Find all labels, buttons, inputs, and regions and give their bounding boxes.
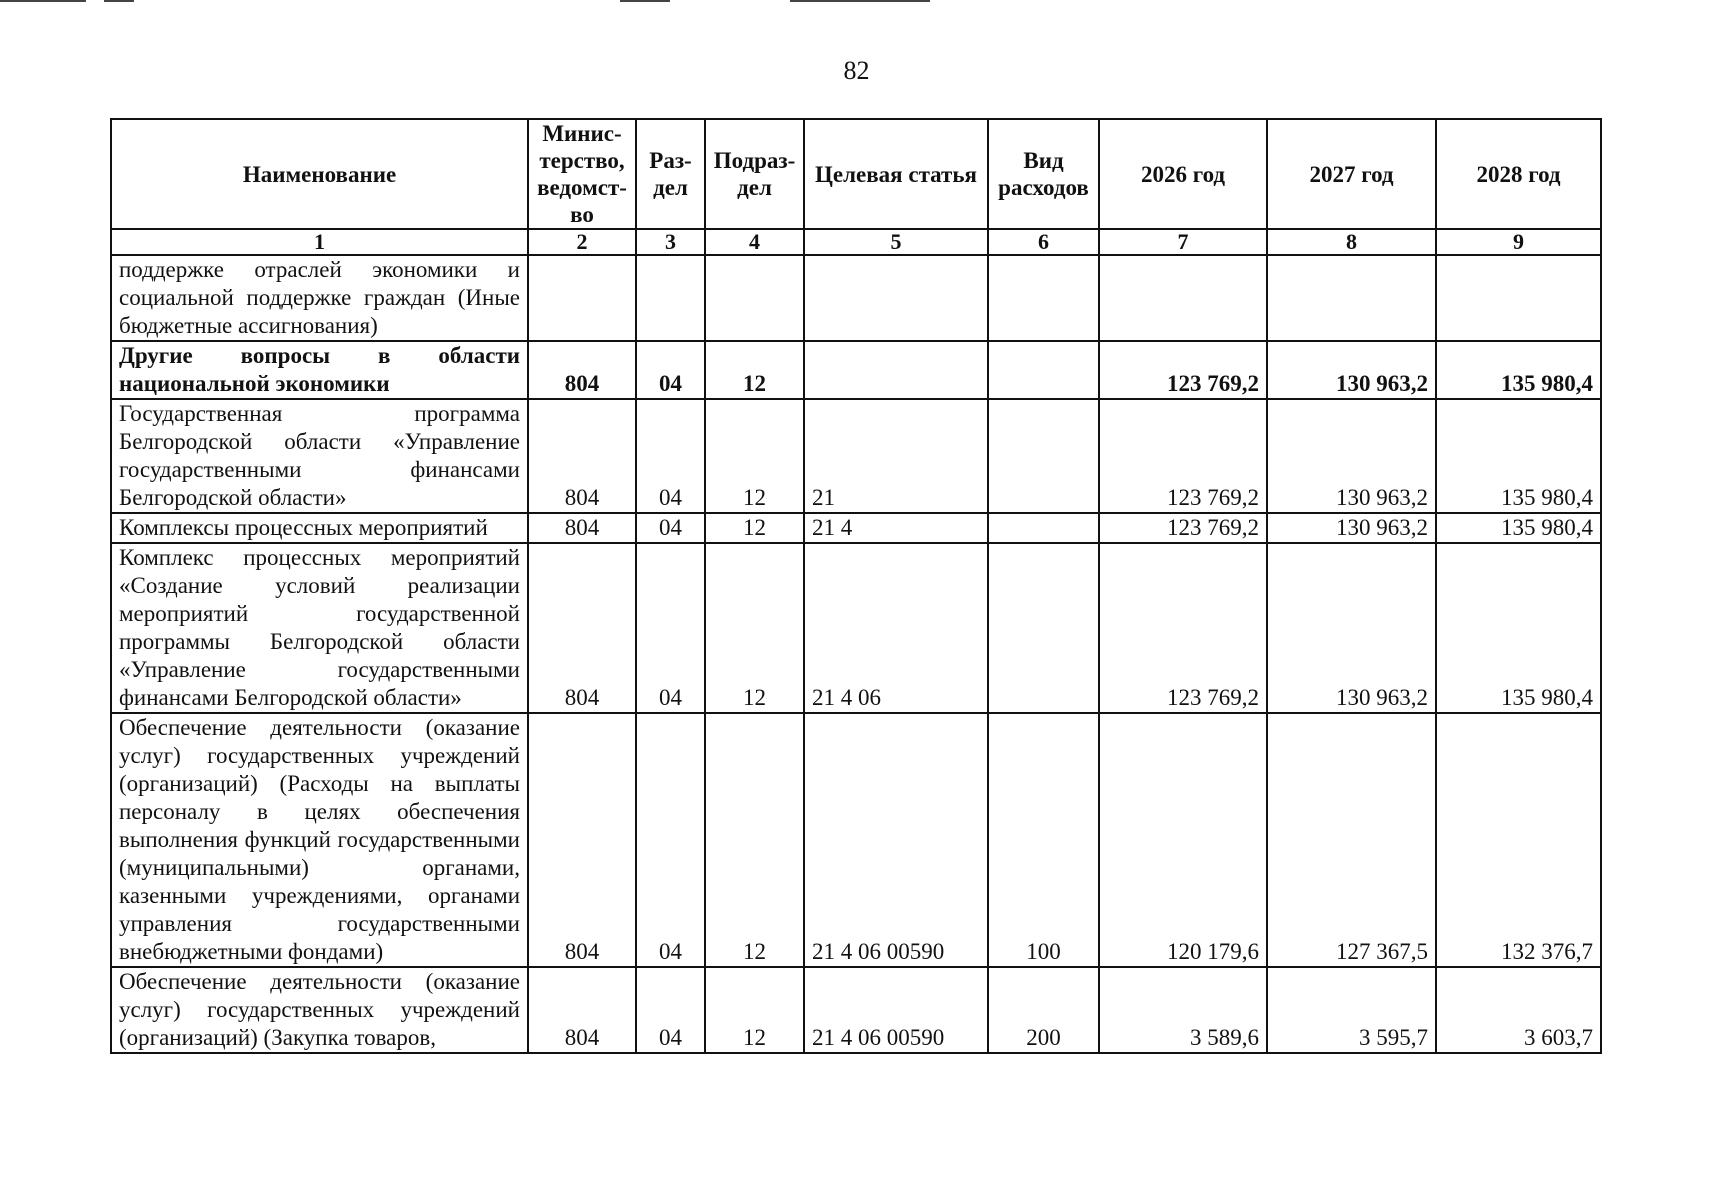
header-expense-type: Вид расходов (988, 119, 1099, 229)
row-2028: 135 980,4 (1436, 399, 1601, 513)
scan-edge-line (104, 0, 134, 2)
header-ministry: Минис-терство, ведомст-во (528, 119, 636, 229)
row-subsection: 12 (705, 713, 804, 967)
scan-edge-line (620, 0, 670, 2)
page-number: 82 (843, 56, 870, 85)
column-number: 6 (988, 229, 1099, 255)
row-subsection: 12 (705, 341, 804, 399)
row-name: Другие вопросы в области национальной экономики (111, 341, 528, 399)
column-number: 7 (1099, 229, 1267, 255)
row-2027: 130 963,2 (1267, 513, 1436, 543)
row-expense-type (988, 341, 1099, 399)
column-number: 4 (705, 229, 804, 255)
row-ministry (528, 255, 636, 341)
row-2028 (1436, 255, 1601, 341)
row-name: Комплекс процессных мероприятий «Создание условий реализации мероприятий государственной программы Белгородской области «Управление государственными финансами Белгородской области» (111, 543, 528, 713)
row-2028: 135 980,4 (1436, 543, 1601, 713)
row-2028: 132 376,7 (1436, 713, 1601, 967)
row-section: 04 (636, 967, 705, 1053)
column-number-row (111, 229, 1601, 255)
header-subsection: Подраз-дел (705, 119, 804, 229)
row-2027 (1267, 255, 1436, 341)
row-subsection (705, 255, 804, 341)
row-name: Обеспечение деятельности (оказание услуг) государственных учреждений (организаций) (Расходы на выплаты персоналу в целях обеспечения выполнения функций государственными (муниципальными) органами, казенными учреждениями, органами управления государственными внебюджетными фондами) (111, 713, 528, 967)
row-target (804, 255, 988, 341)
row-section: 04 (636, 399, 705, 513)
row-expense-type (988, 399, 1099, 513)
row-name: Обеспечение деятельности (оказание услуг) государственных учреждений (организаций) (Закупка товаров, (111, 967, 528, 1053)
column-number: 2 (528, 229, 636, 255)
row-2028: 135 980,4 (1436, 341, 1601, 399)
row-expense-type (988, 513, 1099, 543)
row-section: 04 (636, 341, 705, 399)
row-2026: 123 769,2 (1099, 513, 1267, 543)
table-row (111, 543, 1601, 713)
header-row (111, 119, 1601, 229)
row-subsection: 12 (705, 399, 804, 513)
row-2028: 3 603,7 (1436, 967, 1601, 1053)
row-subsection: 12 (705, 513, 804, 543)
header-name: Наименование (111, 119, 528, 229)
row-name: поддержке отраслей экономики и социальной поддержке граждан (Иные бюджетные ассигнования) (111, 255, 528, 341)
row-target: 21 4 (804, 513, 988, 543)
header-2026: 2026 год (1099, 119, 1267, 229)
column-number: 5 (804, 229, 988, 255)
column-number: 3 (636, 229, 705, 255)
row-2027: 130 963,2 (1267, 543, 1436, 713)
row-2026: 3 589,6 (1099, 967, 1267, 1053)
row-2027: 130 963,2 (1267, 341, 1436, 399)
header-2027: 2027 год (1267, 119, 1436, 229)
budget-table (110, 118, 1602, 1054)
row-subsection: 12 (705, 967, 804, 1053)
column-number: 9 (1436, 229, 1601, 255)
row-section: 04 (636, 513, 705, 543)
row-section: 04 (636, 543, 705, 713)
row-target: 21 4 06 00590 (804, 967, 988, 1053)
row-ministry: 804 (528, 513, 636, 543)
column-number: 8 (1267, 229, 1436, 255)
scan-edge-line (0, 0, 86, 2)
row-ministry: 804 (528, 713, 636, 967)
column-number: 1 (111, 229, 528, 255)
row-name: Комплексы процессных мероприятий (111, 513, 528, 543)
row-section (636, 255, 705, 341)
table-row (111, 341, 1601, 399)
header-target: Целевая статья (804, 119, 988, 229)
header-section: Раз-дел (636, 119, 705, 229)
row-expense-type: 100 (988, 713, 1099, 967)
table-row (111, 399, 1601, 513)
row-expense-type (988, 255, 1099, 341)
row-2027: 3 595,7 (1267, 967, 1436, 1053)
row-target (804, 341, 988, 399)
header-2028: 2028 год (1436, 119, 1601, 229)
row-section: 04 (636, 713, 705, 967)
table-row (111, 513, 1601, 543)
row-ministry: 804 (528, 543, 636, 713)
row-2027: 130 963,2 (1267, 399, 1436, 513)
row-2026: 123 769,2 (1099, 543, 1267, 713)
row-name: Государственная программа Белгородской области «Управление государственными финансами Белгородской области» (111, 399, 528, 513)
table-row (111, 967, 1601, 1053)
row-expense-type (988, 543, 1099, 713)
table-row (111, 713, 1601, 967)
row-ministry: 804 (528, 341, 636, 399)
row-ministry: 804 (528, 967, 636, 1053)
row-2028: 135 980,4 (1436, 513, 1601, 543)
row-subsection: 12 (705, 543, 804, 713)
row-2026: 123 769,2 (1099, 341, 1267, 399)
row-expense-type: 200 (988, 967, 1099, 1053)
row-target: 21 4 06 00590 (804, 713, 988, 967)
row-2027: 127 367,5 (1267, 713, 1436, 967)
row-2026: 120 179,6 (1099, 713, 1267, 967)
table-row (111, 255, 1601, 341)
row-2026: 123 769,2 (1099, 399, 1267, 513)
scan-edge-line (790, 0, 930, 2)
row-target: 21 (804, 399, 988, 513)
row-ministry: 804 (528, 399, 636, 513)
row-target: 21 4 06 (804, 543, 988, 713)
row-2026 (1099, 255, 1267, 341)
